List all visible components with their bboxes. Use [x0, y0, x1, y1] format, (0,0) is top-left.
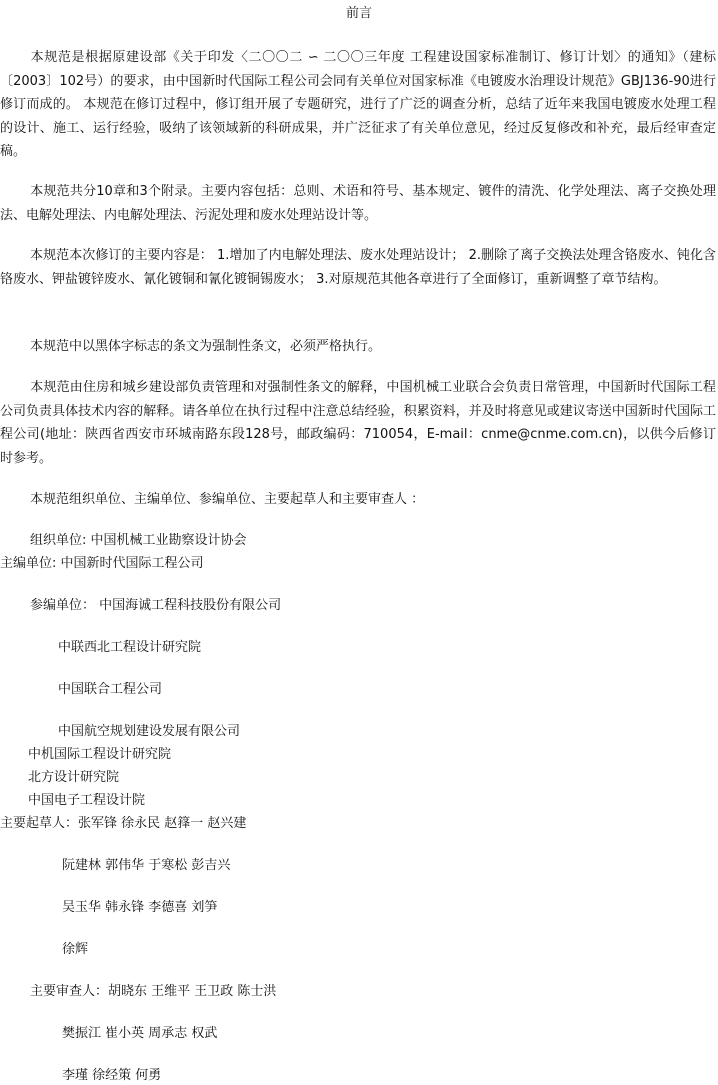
- paragraph-text: 本规范共分10章和3个附录。主要内容包括：总则、术语和符号、基本规定、镀件的清洗、化学处理法、离子交换处理法、电解处理法、内电解处理法、污泥处理和废水处理站设计等。: [0, 184, 716, 223]
- paragraph-management: [0, 376, 716, 470]
- drafters-line: 阮建林 郭伟华 于寒松 彭吉兴: [62, 858, 231, 873]
- paragraph-text: 本规范本次修订的主要内容是： 1.增加了内电解处理法、废水处理站设计； 2.删除了离子交换法处理含铬废水、钝化含铬废水、钾盐镀锌废水、氰化镀铜和氰化镀铜锡废水； 3.对原规范其他各章进行了全面修订，重新调整了章节结构。: [0, 248, 716, 287]
- chief-editor-line: 主编单位: 中国新时代国际工程公司: [0, 556, 204, 571]
- drafters-line: 主要起草人：张军锋 徐永民 赵箨一 赵兴建: [0, 816, 247, 831]
- paragraph-contents: [0, 180, 716, 227]
- participant-item: 中联西北工程设计研究院: [58, 640, 202, 655]
- organizer-line: 组织单位: 中国机械工业勘察设计协会: [30, 533, 247, 548]
- participant-item: 中国航空规划建设发展有限公司: [58, 724, 241, 739]
- paragraph-text: 本规范组织单位、主编单位、参编单位、主要起草人和主要审查人 ：: [30, 492, 425, 507]
- participant-item: 中国联合工程公司: [58, 682, 163, 697]
- paragraph-text: 本规范中以黑体字标志的条文为强制性条文，必须严格执行。: [30, 339, 382, 354]
- document-title: 前言: [345, 6, 372, 21]
- reviewers-line: 李瑾 徐经策 何勇: [62, 1068, 162, 1083]
- participants-label-line: 参编单位： 中国海诚工程科技股份有限公司: [30, 598, 282, 613]
- participant-item: 中机国际工程设计研究院: [28, 747, 172, 762]
- drafters-line: 徐辉: [62, 942, 89, 957]
- drafters-line: 吴玉华 韩永锋 李德喜 刘笋: [62, 900, 218, 915]
- paragraph-text: 本规范是根据原建设部《关于印发〈二〇〇二 ∽ 二〇〇三年度 工程建设国家标准制订、修订计划〉的通知》（建标〔2003〕102号）的要求，由中国新时代国际工程公司会同有关单位对国家标准《电镀废水治理设计规范》GBJ136-90进行修订而成的。 本规范在修订过程中，修订组开展了专题研究，进行了广泛的调查分析，总结了近年来我国电镀废水处理工程的设计、施工、运行经验，吸纳了该领域新的科研成果，并广泛征求了有关单位意见，经过反复修改和补充，最后经审查定稿。: [0, 50, 716, 159]
- paragraph-revisions: [0, 244, 716, 291]
- paragraph-basis: [0, 46, 716, 164]
- reviewers-line: 樊振江 崔小英 周承志 权武: [62, 1026, 218, 1041]
- paragraph-text: 本规范由住房和城乡建设部负责管理和对强制性条文的解释，中国机械工业联合会负责日常管理，中国新时代国际工程公司负责具体技术内容的解释。请各单位在执行过程中注意总结经验，积累资料，并及时将意见或建议寄送中国新时代国际工程公司(地址：陕西省西安市环城南路东段128号，邮政编码：710054，E-mail：cnme@cnme.com.cn)，以供今后修订时参考。: [0, 380, 716, 466]
- participant-item: 北方设计研究院: [28, 770, 120, 785]
- paragraph-mandatory: [0, 335, 716, 359]
- paragraph-units-intro: [0, 488, 716, 512]
- participant-item: 中国电子工程设计院: [28, 793, 146, 808]
- reviewers-line: 主要审查人：胡晓东 王维平 王卫政 陈士洪: [30, 984, 277, 999]
